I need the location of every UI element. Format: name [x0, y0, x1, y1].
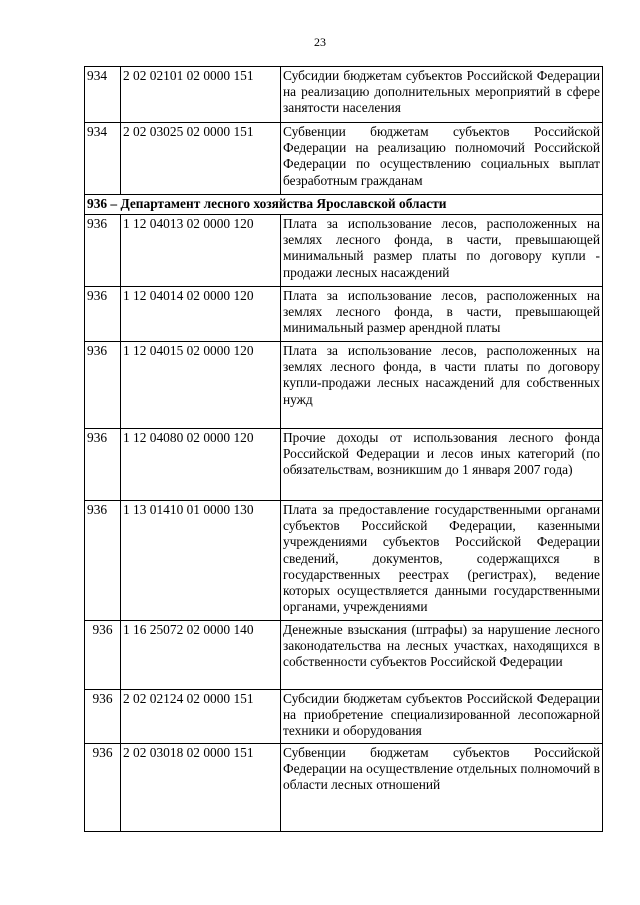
description-cell: Субсидии бюджетам субъектов Российской Федерации на реализацию дополнительных мероприятий в сфере занятости населения: [281, 67, 603, 123]
admin-code-cell: 936: [85, 501, 121, 621]
admin-code-cell: 936: [85, 215, 121, 287]
revenue-codes-table: [84, 66, 603, 832]
table-row: [85, 690, 603, 744]
admin-code-cell: 936: [85, 429, 121, 501]
description-cell: Прочие доходы от использования лесного фонда Российской Федерации и лесов иных категорий (по обязательствам, возникшим до 1 января 2007 года): [281, 429, 603, 501]
description-cell: Субвенции бюджетам субъектов Российской Федерации на осуществление отдельных полномочий в области лесных отношений: [281, 744, 603, 832]
table-row: [85, 621, 603, 690]
section-header-row: [85, 195, 603, 215]
table-row: [85, 501, 603, 621]
description-cell: Субвенции бюджетам субъектов Российской Федерации на реализацию полномочий Российской Федерации по осуществлению социальных выплат безработным гражданам: [281, 123, 603, 195]
table-row: [85, 744, 603, 832]
page-number: 23: [314, 35, 326, 49]
admin-code-cell: 936: [85, 287, 121, 342]
table-row: [85, 215, 603, 287]
description-cell: Субсидии бюджетам субъектов Российской Федерации на приобретение специализированной лесопожарной техники и оборудования: [281, 690, 603, 744]
admin-code-cell: 936: [85, 342, 121, 429]
admin-code-cell: 936: [85, 690, 121, 744]
budget-code-cell: 1 12 04014 02 0000 120: [121, 287, 281, 342]
admin-code-cell: 934: [85, 67, 121, 123]
table-row: [85, 287, 603, 342]
budget-code-cell: 1 12 04080 02 0000 120: [121, 429, 281, 501]
table-row: [85, 429, 603, 501]
table-row: [85, 342, 603, 429]
budget-code-cell: 2 02 02101 02 0000 151: [121, 67, 281, 123]
budget-code-cell: 1 16 25072 02 0000 140: [121, 621, 281, 690]
budget-code-cell: 2 02 02124 02 0000 151: [121, 690, 281, 744]
budget-code-cell: 1 13 01410 01 0000 130: [121, 501, 281, 621]
section-title: 936 – Департамент лесного хозяйства Ярославской области: [85, 195, 603, 215]
table-row: [85, 67, 603, 123]
budget-code-cell: 1 12 04013 02 0000 120: [121, 215, 281, 287]
description-cell: Плата за использование лесов, расположенных на землях лесного фонда, в части, превышающей минимальный размер арендной платы: [281, 287, 603, 342]
description-cell: Денежные взыскания (штрафы) за нарушение лесного законодательства на лесных участках, находящихся в собственности субъектов Российской Федерации: [281, 621, 603, 690]
budget-code-cell: 1 12 04015 02 0000 120: [121, 342, 281, 429]
budget-code-cell: 2 02 03025 02 0000 151: [121, 123, 281, 195]
admin-code-cell: 934: [85, 123, 121, 195]
admin-code-cell: 936: [85, 744, 121, 832]
admin-code-cell: 936: [85, 621, 121, 690]
description-cell: Плата за использование лесов, расположенных на землях лесного фонда, в части, превышающей минимальный размер платы по договору купли - продажи лесных насаждений: [281, 215, 603, 287]
table-row: [85, 123, 603, 195]
description-cell: Плата за предоставление государственными органами субъектов Российской Федерации, казенными учреждениями субъектов Российской Федерации сведений, документов, содержащихся в государственных реестрах (регистрах), ведение которых осуществляется данными государственными органами, учреждениями: [281, 501, 603, 621]
budget-code-cell: 2 02 03018 02 0000 151: [121, 744, 281, 832]
description-cell: Плата за использование лесов, расположенных на землях лесного фонда, в части платы по договору купли-продажи лесных насаждений для собственных нужд: [281, 342, 603, 429]
